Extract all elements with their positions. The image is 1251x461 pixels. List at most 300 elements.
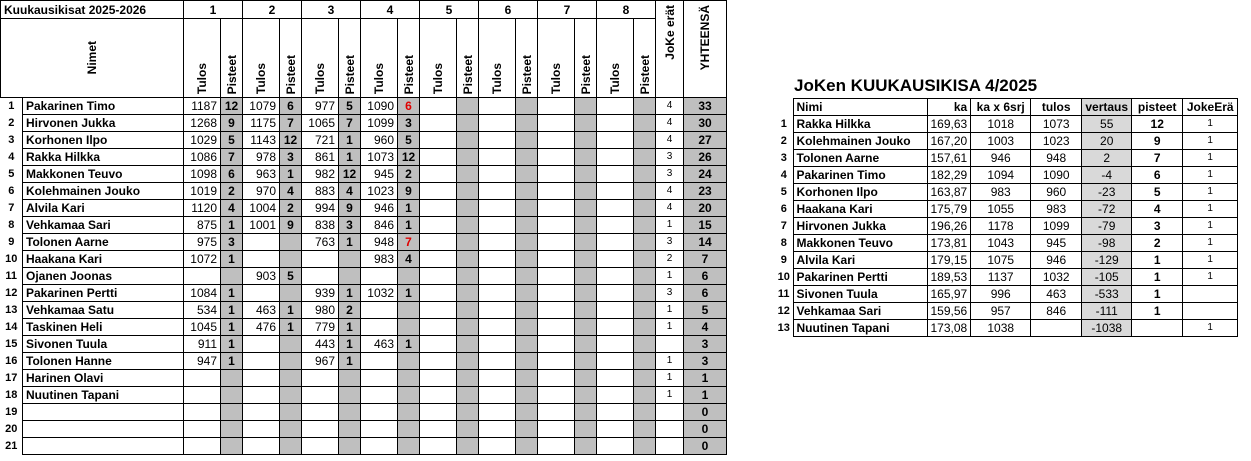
joke-round	[1183, 286, 1238, 303]
rank-number: 21	[5, 440, 18, 452]
round-score	[243, 336, 280, 353]
joke-rounds-count: 3	[656, 234, 684, 251]
rank-number: 8	[8, 219, 15, 231]
round-score	[302, 404, 339, 421]
result: 945	[1031, 235, 1082, 252]
average-times-six: 1178	[971, 218, 1031, 235]
round-points	[575, 404, 597, 421]
table-row	[1, 302, 727, 319]
round-score	[420, 268, 457, 285]
round-score: 963	[243, 166, 280, 183]
average-times-six: 957	[971, 303, 1031, 320]
round-points	[457, 353, 479, 370]
round-header-2: 2	[243, 1, 302, 19]
round-score: 1072	[184, 251, 221, 268]
round-points	[457, 200, 479, 217]
round-score: 1090	[361, 98, 398, 115]
round-points: 7	[221, 149, 243, 166]
round-score	[597, 166, 634, 183]
round-points	[575, 370, 597, 387]
round-points	[339, 268, 361, 285]
table-row	[1, 149, 727, 166]
round-score: 1019	[184, 183, 221, 200]
round-points: 1	[221, 251, 243, 268]
round-points	[280, 285, 302, 302]
player-name: Vehkamaa Satu	[23, 302, 184, 319]
round-score	[479, 149, 516, 166]
round-points	[457, 302, 479, 319]
player-name: Vehkamaa Sari	[793, 303, 927, 320]
rank-number: 20	[5, 423, 18, 435]
rank-number: 3	[780, 152, 787, 164]
average-times-six: 1043	[971, 235, 1031, 252]
pisteet-header: Pisteet	[578, 54, 593, 94]
round-points	[634, 166, 656, 183]
rank-number: 1	[780, 118, 787, 130]
round-points: 2	[280, 200, 302, 217]
pisteet-header-cell	[398, 19, 420, 98]
yhteensa-header: YHTEENSÄ	[698, 5, 712, 71]
points: 1	[1132, 269, 1183, 286]
round-points	[398, 302, 420, 319]
round-score	[597, 302, 634, 319]
round-points	[516, 319, 538, 336]
round-score	[597, 217, 634, 234]
round-points	[575, 302, 597, 319]
round-score	[243, 234, 280, 251]
round-points	[634, 217, 656, 234]
round-points: 7	[398, 234, 420, 251]
total-points: 0	[684, 438, 727, 455]
round-score	[538, 285, 575, 302]
average: 165,97	[927, 286, 971, 303]
round-points: 1	[280, 319, 302, 336]
round-points	[398, 404, 420, 421]
round-points	[634, 285, 656, 302]
round-points: 5	[280, 268, 302, 285]
round-points	[516, 302, 538, 319]
round-points: 1	[339, 285, 361, 302]
total-points: 4	[684, 319, 727, 336]
average-times-six: 1137	[971, 269, 1031, 286]
total-points: 3	[684, 336, 727, 353]
table-row	[775, 150, 1238, 167]
average-times-six: 983	[971, 184, 1031, 201]
round-score	[597, 183, 634, 200]
col-header-ka-x-6srj: ka x 6srj	[971, 99, 1031, 116]
round-points	[634, 132, 656, 149]
round-score	[538, 115, 575, 132]
round-points	[457, 132, 479, 149]
rank-number: 8	[780, 237, 787, 249]
total-points: 6	[684, 268, 727, 285]
round-score	[361, 268, 398, 285]
round-points: 5	[398, 132, 420, 149]
rank-number: 10	[5, 253, 18, 265]
round-score: 1023	[361, 183, 398, 200]
table-row	[1, 132, 727, 149]
rank-number: 16	[5, 355, 18, 367]
round-score: 1073	[361, 149, 398, 166]
joke-round: 1	[1183, 320, 1238, 337]
table-row	[775, 184, 1238, 201]
tulos-header: Tulos	[549, 62, 563, 94]
average-times-six: 946	[971, 150, 1031, 167]
round-points: 2	[398, 166, 420, 183]
tulos-header-cell	[184, 19, 221, 98]
total-points: 30	[684, 115, 727, 132]
table-row	[775, 286, 1238, 303]
round-score	[538, 132, 575, 149]
round-points	[280, 404, 302, 421]
average: 159,56	[927, 303, 971, 320]
average-times-six: 1038	[971, 320, 1031, 337]
player-name: Hirvonen Jukka	[23, 115, 184, 132]
round-points	[516, 404, 538, 421]
round-points	[575, 217, 597, 234]
tulos-header: Tulos	[195, 62, 209, 94]
round-points	[575, 319, 597, 336]
round-score	[420, 200, 457, 217]
tulos-header-cell	[479, 19, 516, 98]
round-points	[457, 370, 479, 387]
round-score: 948	[361, 234, 398, 251]
round-points: 9	[280, 217, 302, 234]
round-points: 1	[339, 132, 361, 149]
tulos-header: Tulos	[254, 62, 268, 94]
round-score	[361, 319, 398, 336]
pisteet-header: Pisteet	[283, 54, 298, 94]
round-score: 534	[184, 302, 221, 319]
round-score	[184, 438, 221, 455]
round-score: 994	[302, 200, 339, 217]
joke-header-cell	[656, 1, 684, 98]
comparison: -129	[1082, 252, 1132, 269]
table-row	[775, 218, 1238, 235]
round-points: 1	[339, 234, 361, 251]
round-points: 1	[221, 336, 243, 353]
round-score	[302, 438, 339, 455]
result: 1073	[1031, 116, 1082, 133]
round-score: 911	[184, 336, 221, 353]
player-name: Rakka Hilkka	[793, 116, 927, 133]
player-name: Makkonen Teuvo	[23, 166, 184, 183]
round-points: 6	[221, 166, 243, 183]
round-points	[516, 217, 538, 234]
rank-number: 5	[8, 168, 15, 180]
round-score	[420, 285, 457, 302]
round-score	[420, 336, 457, 353]
player-name: Tolonen Aarne	[23, 234, 184, 251]
round-points	[575, 98, 597, 115]
round-points	[457, 98, 479, 115]
round-points	[634, 149, 656, 166]
round-score: 763	[302, 234, 339, 251]
comparison: -72	[1082, 201, 1132, 218]
round-score	[538, 217, 575, 234]
round-score	[597, 438, 634, 455]
round-score: 846	[361, 217, 398, 234]
average: 196,26	[927, 218, 971, 235]
joke-rounds-count: 4	[656, 115, 684, 132]
round-score	[479, 353, 516, 370]
table-row	[1, 404, 727, 421]
round-points: 9	[339, 200, 361, 217]
joke-rounds-count: 1	[656, 387, 684, 404]
table-row	[1, 234, 727, 251]
joke-rounds-count: 3	[656, 285, 684, 302]
joke-rounds-count: 4	[656, 183, 684, 200]
round-score	[420, 251, 457, 268]
pisteet-header: Pisteet	[637, 54, 652, 94]
round-points	[398, 421, 420, 438]
round-points	[575, 438, 597, 455]
table-row	[1, 166, 727, 183]
round-score: 945	[361, 166, 398, 183]
round-points	[575, 149, 597, 166]
table-row	[1, 285, 727, 302]
col-header-vertaus: vertaus	[1082, 99, 1132, 116]
round-points	[457, 268, 479, 285]
joke-rounds-count	[656, 336, 684, 353]
round-score	[479, 404, 516, 421]
pisteet-header-cell	[575, 19, 597, 98]
round-points	[575, 336, 597, 353]
round-points	[516, 387, 538, 404]
round-score	[479, 319, 516, 336]
round-score: 875	[184, 217, 221, 234]
round-points	[575, 132, 597, 149]
round-header-4: 4	[361, 1, 420, 19]
joke-round: 1	[1183, 116, 1238, 133]
round-points	[221, 268, 243, 285]
result	[1031, 320, 1082, 337]
round-score	[538, 319, 575, 336]
table-row	[775, 235, 1238, 252]
comparison: -533	[1082, 286, 1132, 303]
rank-number: 11	[777, 288, 790, 300]
round-points	[516, 98, 538, 115]
total-points: 1	[684, 387, 727, 404]
monthly-competition-title: JoKen KUUKAUSIKISA 4/2025	[794, 76, 1038, 95]
joke-round: 1	[1183, 269, 1238, 286]
table-row	[1, 319, 727, 336]
player-name: Ojanen Joonas	[23, 268, 184, 285]
player-name: Pakarinen Pertti	[793, 269, 927, 286]
round-score	[243, 285, 280, 302]
round-points: 3	[280, 149, 302, 166]
points: 1	[1132, 286, 1183, 303]
table-row	[1, 115, 727, 132]
round-points	[634, 353, 656, 370]
table-row	[775, 116, 1238, 133]
player-name: Kolehmainen Jouko	[793, 133, 927, 150]
player-name: Harinen Olavi	[23, 370, 184, 387]
round-score: 1120	[184, 200, 221, 217]
tulos-header-cell	[597, 19, 634, 98]
round-score	[184, 404, 221, 421]
player-name	[23, 421, 184, 438]
round-points	[398, 370, 420, 387]
player-name: Sivonen Tuula	[793, 286, 927, 303]
round-score	[479, 200, 516, 217]
round-points	[280, 353, 302, 370]
round-points: 3	[398, 115, 420, 132]
table-row	[1, 336, 727, 353]
round-points: 12	[280, 132, 302, 149]
pisteet-header-cell	[516, 19, 538, 98]
round-points	[280, 336, 302, 353]
round-score	[597, 98, 634, 115]
round-points	[575, 285, 597, 302]
total-points: 0	[684, 404, 727, 421]
round-score	[538, 302, 575, 319]
col-header-ka: ka	[927, 99, 971, 116]
round-score: 1045	[184, 319, 221, 336]
average: 173,08	[927, 320, 971, 337]
round-points	[516, 200, 538, 217]
round-points: 4	[398, 251, 420, 268]
round-score	[243, 421, 280, 438]
round-score	[597, 404, 634, 421]
average: 175,79	[927, 201, 971, 218]
round-points	[221, 438, 243, 455]
result: 463	[1031, 286, 1082, 303]
round-score: 1079	[243, 98, 280, 115]
round-score	[361, 302, 398, 319]
rank-header-blank	[775, 99, 793, 116]
round-score: 970	[243, 183, 280, 200]
round-points	[221, 387, 243, 404]
player-name: Makkonen Teuvo	[793, 235, 927, 252]
pisteet-header: Pisteet	[519, 54, 534, 94]
total-header-cell	[684, 1, 727, 98]
rank-number: 18	[5, 389, 18, 401]
average: 179,15	[927, 252, 971, 269]
joke-rounds-count	[656, 438, 684, 455]
round-score	[479, 132, 516, 149]
nimet-header: Nimet	[85, 41, 99, 75]
rank-number: 12	[5, 287, 18, 299]
round-score	[597, 200, 634, 217]
round-score	[479, 251, 516, 268]
round-score	[420, 353, 457, 370]
round-score	[302, 370, 339, 387]
round-score	[538, 353, 575, 370]
round-points	[634, 200, 656, 217]
round-score	[361, 353, 398, 370]
joke-rounds-count: 1	[656, 370, 684, 387]
round-points	[457, 149, 479, 166]
points	[1132, 320, 1183, 337]
table-row	[1, 438, 727, 455]
points: 7	[1132, 150, 1183, 167]
points: 12	[1132, 116, 1183, 133]
round-points	[221, 404, 243, 421]
round-score: 1099	[361, 115, 398, 132]
round-score: 1187	[184, 98, 221, 115]
round-points: 12	[221, 98, 243, 115]
round-points	[516, 353, 538, 370]
player-name	[23, 438, 184, 455]
round-score: 721	[302, 132, 339, 149]
points: 2	[1132, 235, 1183, 252]
round-points	[516, 183, 538, 200]
average-times-six: 1055	[971, 201, 1031, 218]
rank-number: 3	[8, 134, 15, 146]
round-points	[457, 115, 479, 132]
rank-number: 14	[5, 321, 18, 333]
average-times-six: 1018	[971, 116, 1031, 133]
player-name: Nuutinen Tapani	[793, 320, 927, 337]
round-points: 1	[280, 302, 302, 319]
round-score	[361, 438, 398, 455]
comparison: 55	[1082, 116, 1132, 133]
round-points	[516, 370, 538, 387]
pisteet-header: Pisteet	[342, 54, 357, 94]
average: 167,20	[927, 133, 971, 150]
joke-rounds-count: 1	[656, 319, 684, 336]
round-points: 6	[398, 98, 420, 115]
round-score	[538, 370, 575, 387]
rank-number: 15	[5, 338, 18, 350]
round-score	[479, 438, 516, 455]
round-points: 1	[221, 353, 243, 370]
total-points: 23	[684, 183, 727, 200]
joke-round	[1183, 303, 1238, 320]
round-score	[597, 370, 634, 387]
rank-number: 6	[780, 203, 787, 215]
round-score	[597, 149, 634, 166]
round-score	[538, 149, 575, 166]
round-score: 1084	[184, 285, 221, 302]
round-points	[339, 387, 361, 404]
total-points: 1	[684, 370, 727, 387]
joke-rounds-count: 1	[656, 302, 684, 319]
round-points: 1	[398, 285, 420, 302]
round-points	[339, 404, 361, 421]
table-row	[1, 353, 727, 370]
round-score: 1143	[243, 132, 280, 149]
round-score: 939	[302, 285, 339, 302]
round-score	[420, 302, 457, 319]
round-score	[538, 166, 575, 183]
round-score	[538, 251, 575, 268]
round-score	[420, 421, 457, 438]
round-score	[302, 387, 339, 404]
round-score: 960	[361, 132, 398, 149]
tulos-header: Tulos	[431, 62, 445, 94]
round-points	[339, 438, 361, 455]
joke-round: 1	[1183, 150, 1238, 167]
average: 169,63	[927, 116, 971, 133]
round-points	[516, 132, 538, 149]
round-score	[597, 285, 634, 302]
comparison: -111	[1082, 303, 1132, 320]
round-points: 1	[398, 200, 420, 217]
total-points: 26	[684, 149, 727, 166]
table-row	[1, 370, 727, 387]
round-score: 861	[302, 149, 339, 166]
round-score	[538, 200, 575, 217]
round-score: 1086	[184, 149, 221, 166]
round-points	[280, 251, 302, 268]
round-score: 977	[302, 98, 339, 115]
round-points	[575, 251, 597, 268]
round-score	[538, 183, 575, 200]
round-score	[479, 336, 516, 353]
round-points	[575, 200, 597, 217]
